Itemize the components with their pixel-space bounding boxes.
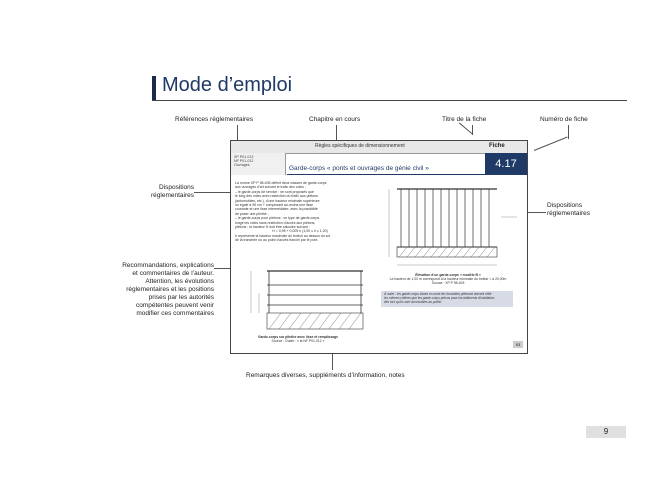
body-line: (automobiles, etc.), d’une hauteur minimale supérieure (235, 198, 320, 203)
body-line: ou égale à 90 cm + composant au-moins une lisse (235, 203, 314, 208)
callout-line: modifier ces commentaires (136, 310, 214, 317)
caption-line: Source : XP P 98-405 (431, 281, 465, 285)
sheet-note-box (381, 291, 513, 307)
sheet-title: Garde-corps « ponts et ouvrages de génie civil » (289, 165, 429, 172)
body-line: de poser une plinthe ; (235, 211, 269, 216)
callout-line: compétentes peuvent venir (135, 302, 214, 309)
page-number: 9 (586, 426, 626, 438)
railing-plinth-caption (243, 335, 353, 343)
body-line: aux ouvrages d’art suivant le trafic des voies : (235, 185, 306, 190)
body-line: – le garde-corps pour piétons : ce type de garde-corps (235, 216, 320, 221)
caption-line: Source : Guide : « la NF P01-012 » (271, 339, 325, 343)
body-line: – le garde-corps de service : ne sont proposés que (235, 189, 314, 194)
leader-number-diag (534, 137, 568, 151)
leader-number-vert (568, 125, 569, 139)
sheet-fiche-label: Fiche (489, 143, 505, 149)
sheet-title-rule (287, 174, 485, 175)
note-line: les mêmes critères que les garde-corps prévus pour les bâtiments d’habitation (384, 296, 495, 300)
sheet-reference: XP P01-013 (234, 155, 254, 159)
railing-elevation-caption (381, 273, 515, 285)
sheet-references-box (231, 153, 286, 175)
body-line: h représente la hauteur maximale du trottoir au dessus du sol (235, 233, 331, 238)
page-title: Mode d’emploi (162, 74, 293, 96)
callout-line: et commentaires de l’auteur. (132, 270, 214, 277)
sheet-chapter: Règles spécifiques de dimensionnement (315, 143, 405, 149)
caption-line: La hauteur de 1,00 m correspond à la hauteur minimale du trottoir = à 20,00m (389, 277, 507, 281)
callout-recommendations (90, 262, 214, 318)
callout-dispositions-right (547, 202, 617, 218)
callout-references: Références réglementaires (175, 116, 254, 123)
caption-line: Garde-corps sur plinthe avec lisse et remplissage (257, 335, 339, 339)
sheet-page-badge: 93 (513, 341, 523, 348)
callout-line: Dispositions (158, 184, 194, 191)
body-line: longe les voies sans restriction d’accès aux piétons, (235, 220, 316, 225)
railing-plinth-figure (237, 263, 369, 333)
callout-sheet-title: Titre de la fiche (442, 116, 487, 123)
body-line: le long des voies avec restriction du trafic aux piétons (235, 194, 318, 199)
sheet-reference: NF P01-012 (234, 159, 254, 164)
sheet-preview (230, 140, 528, 354)
body-line: de la tranchée ou au point d’accès franchi par le pont. (235, 238, 319, 243)
callout-chapter: Chapitre en cours (309, 116, 361, 123)
callout-line: réglementaires (151, 192, 194, 199)
note-line: À noter : les garde-corps situés en zone de circulation piétonne doivent offrir (384, 292, 492, 296)
body-line: La norme XP P 98-405 définit deux classes de garde-corps (235, 181, 327, 185)
callout-line: prises par les autorités (148, 294, 214, 301)
sheet-body-text (235, 181, 365, 243)
callout-dispositions-left (124, 184, 194, 200)
body-line: courante et une lisse intermédiaire, avec la possibilité (235, 207, 318, 212)
callout-remarks: Remarques diverses, suppléments d’information, notes (246, 372, 405, 379)
caption-line: Élévation d’un garde-corps « modèle B » (415, 273, 481, 277)
sheet-reference: Ouvrages (234, 163, 250, 168)
title-accent-bar (152, 76, 156, 100)
sheet-number: 4.17 (485, 153, 527, 175)
callout-line: Attention, les évolutions (145, 278, 214, 285)
callout-line: Recommandations, explications (122, 262, 214, 269)
body-line: piétons : la hauteur H doit être calculée suivant : (235, 225, 310, 230)
title-underline (152, 100, 627, 101)
railing-elevation-figure (377, 181, 523, 269)
body-line: H = 0,95 + 0,005 h (1,00 ≤ h ≤ 1,20) (272, 229, 328, 234)
callout-line: Dispositions (547, 202, 583, 209)
note-line: dès lors qu’ils sont accessibles au public. (384, 300, 443, 304)
callout-line: réglementaires (547, 210, 590, 217)
callout-sheet-number: Numéro de fiche (540, 116, 588, 123)
leader-remarks (332, 352, 333, 370)
callout-line: réglementaires et les positions (126, 286, 214, 293)
